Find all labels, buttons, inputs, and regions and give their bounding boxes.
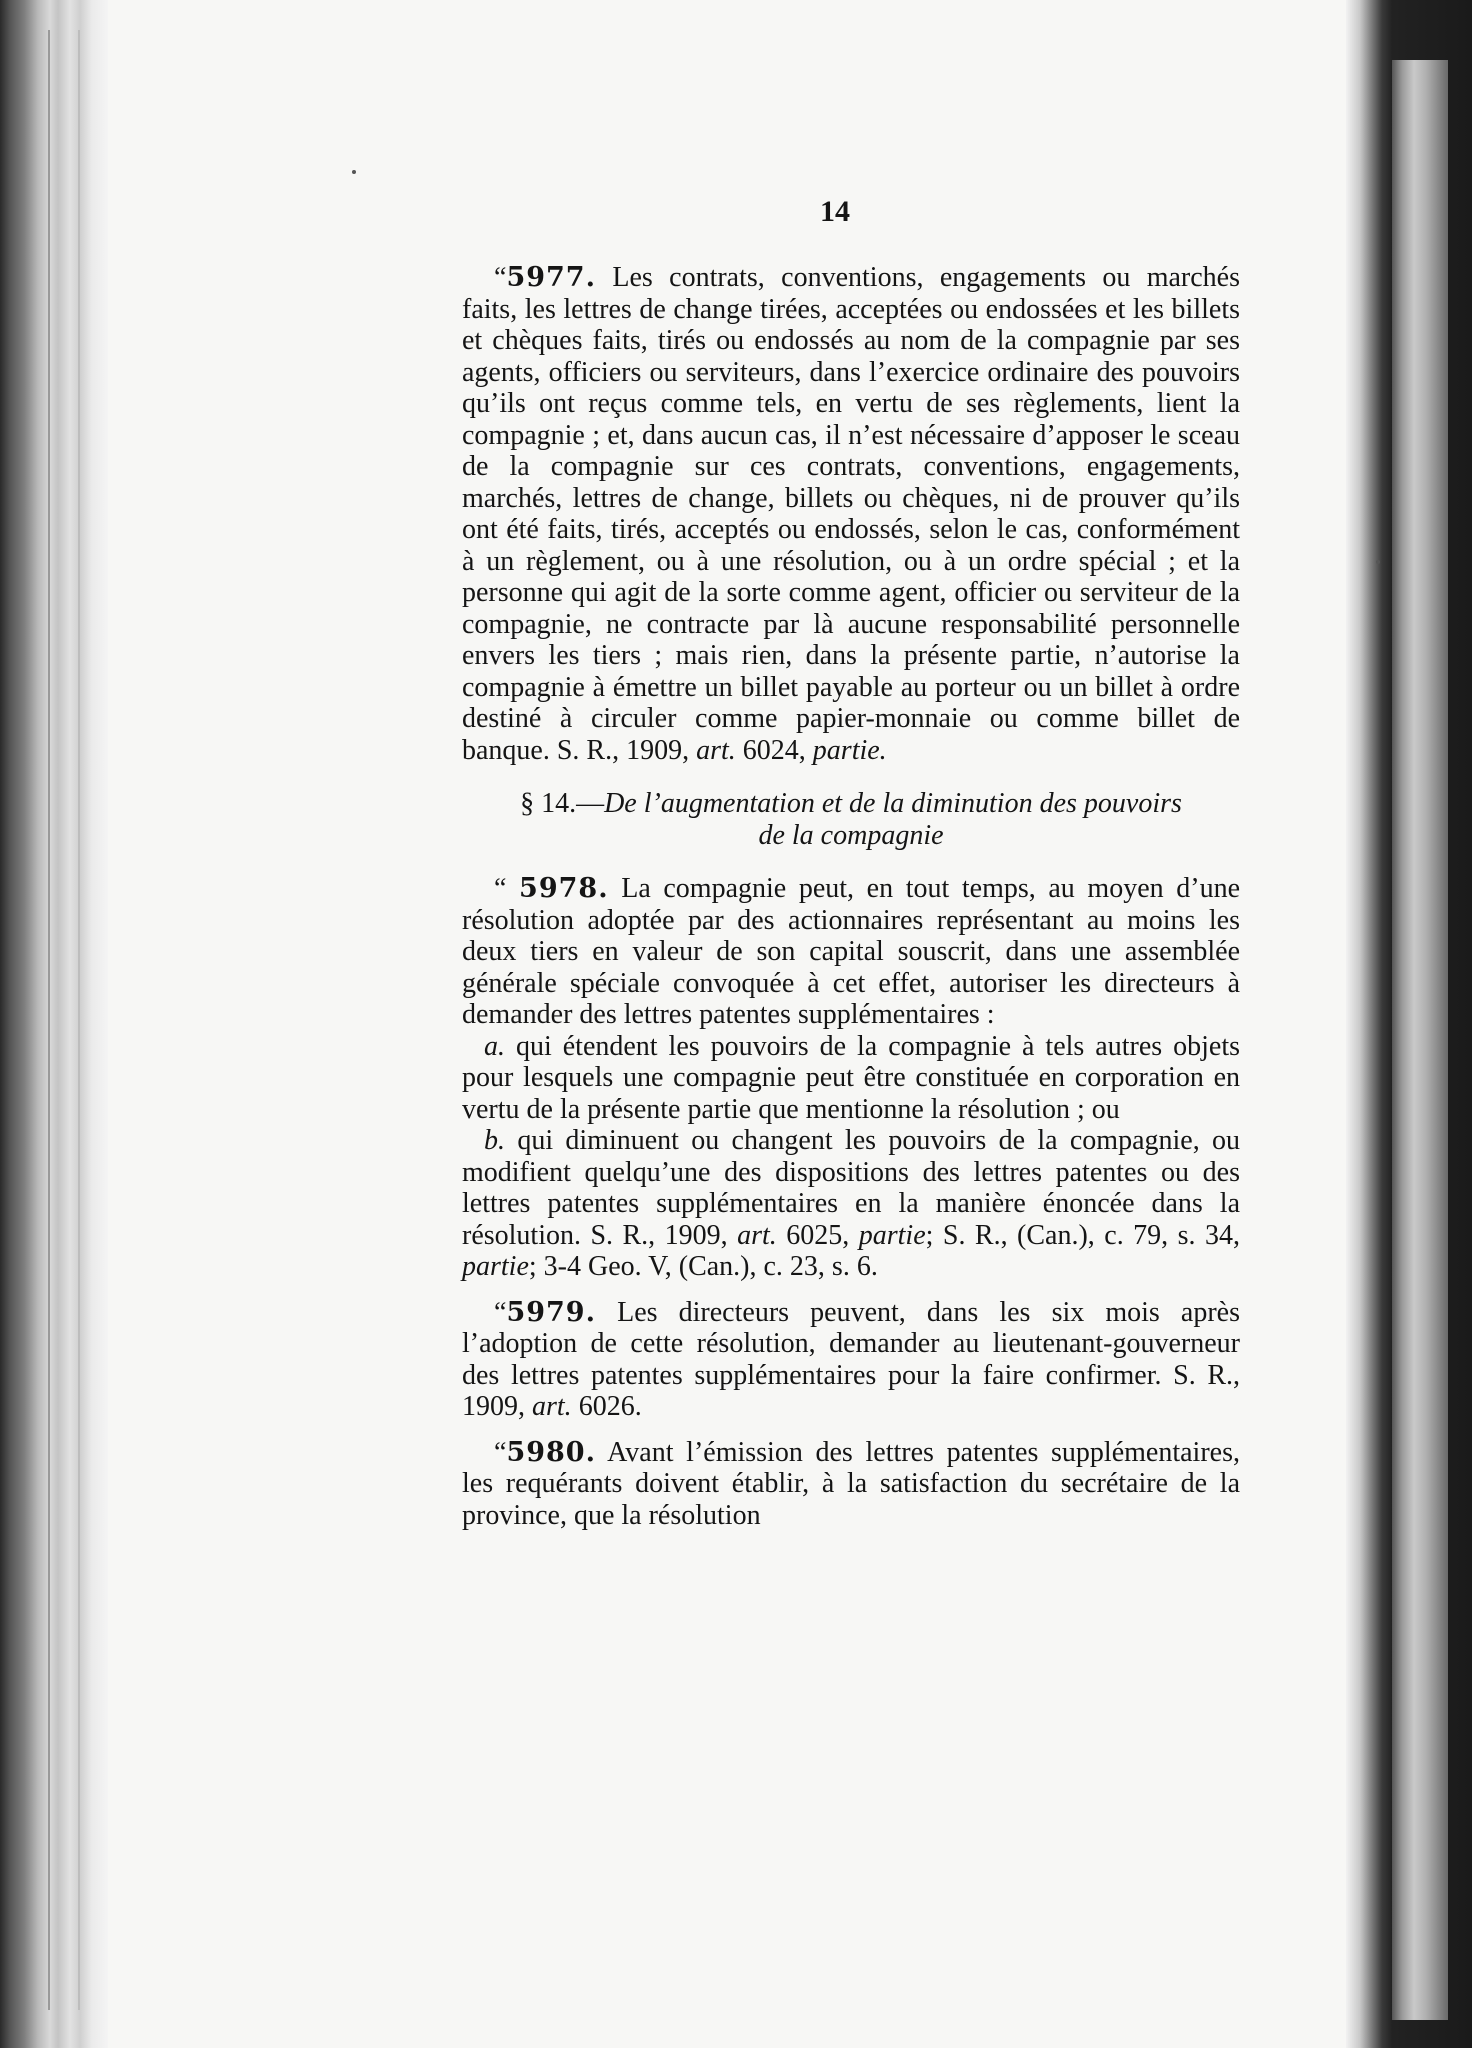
article-text: La compagnie peut, en tout temps, au moyen d’une résolution adoptée par des actionnaires représentant au moins les deux tiers en valeur de son capital souscrit, dans une assemblée générale spéciale convoquée à cet effet, autoriser les directeurs à demander des lettres patentes supplémentaires : — [462, 873, 1240, 1030]
article-5979: “5979. Les directeurs peuvent, dans les six mois après l’adoption de cette résolution, demander au lieutenant-gouverneur des lettres patentes supplémentaires pour la faire confirmer. S. R., 1909, art. 6026. — [462, 1296, 1240, 1422]
article-5978-b — [462, 1125, 1240, 1283]
article-5977: “5977. Les contrats, conventions, engagements ou marchés faits, les lettres de change tirées, acceptées ou endossées et les billets et chèques faits, tirés ou endossés au nom de la compagnie par ses agents, officiers ou serviteurs, dans l’exercice ordinaire des pouvoirs qu’ils ont reçus comme tels, en vertu de ses règlements, lient la compagnie ; et, dans aucun cas, il n’est nécessaire d’apposer le sceau de la compagnie sur ces contrats, conventions, engagements, marchés, lettres de change, billets ou chèques, ni de prouver qu’ils ont été faits, tirés, acceptés ou endossés, selon le cas, conformément à un règlement, ou à une résolution, ou à un ordre spécial ; et la personne qui agit de la sorte comme agent, officier ou serviteur de la compagnie, ne contracte par là aucune responsabilité personnelle envers les tiers ; mais rien, dans la présente partie, n’autorise la compagnie à émettre un billet payable au porteur ou un billet à ordre destiné à circuler comme papier-monnaie ou comme billet de banque. S. R., 1909, art. 6024, partie. — [462, 262, 1241, 766]
citation: ; S. R., (Can.), c. 79, s. 34, — [925, 1219, 1241, 1251]
article-5978: “ 5978. La compagnie peut, en tout temps, au moyen d’une résolution adoptée par des actionnaires représentant au moins les deux tiers en valeur de son capital souscrit, dans une assemblée générale spéciale convoquée à cet effet, autoriser les directeurs à demander des lettres patentes supplémentaires : — [462, 873, 1240, 1030]
section-heading-line1: De l’augmentation et de la diminution des pouvoirs — [604, 788, 1182, 819]
item-text: qui étendent les pouvoirs de la compagnie à tels autres objets pour lesquels une compagnie peut être constituée en corporation en vertu de la présente partie que mentionne la résolution ; ou — [462, 1030, 1241, 1125]
article-5978-a — [462, 1031, 1240, 1126]
article-number: 5977. — [506, 262, 596, 293]
citation: 6026. — [578, 1391, 642, 1422]
article-text: Les directeurs peuvent, dans les six mois après l’adoption de cette résolution, demander au lieutenant-gouverneur des lettres patentes supplémentaires pour la faire confirmer. S. R., 1909, — [462, 1296, 1240, 1422]
page-stack-line — [48, 30, 50, 2010]
citation-italic: partie. — [812, 734, 887, 766]
article-number: 5979. — [506, 1296, 596, 1328]
section-heading-line2: de la compagnie — [758, 819, 944, 851]
page-text — [462, 262, 1240, 1531]
citation: 6024, — [742, 734, 806, 766]
article-5980: “5980. Avant l’émission des lettres patentes supplémentaires, les requérants doivent établir, à la satisfaction du secrétaire de la province, que la résolution — [462, 1436, 1240, 1531]
citation: 6025, — [786, 1219, 850, 1251]
citation-italic: art. — [696, 734, 736, 766]
article-number: 5978. — [519, 873, 609, 904]
book-left-edge — [0, 0, 108, 2048]
citation-italic: art. — [737, 1219, 777, 1251]
item-label: a. — [484, 1030, 505, 1062]
speck — [1376, 560, 1380, 564]
spacer — [462, 1283, 1240, 1297]
section-heading — [462, 788, 1240, 851]
citation: ; 3-4 Geo. V, (Can.), c. 23, s. 6. — [528, 1251, 878, 1282]
page-number: 14 — [820, 195, 850, 228]
next-page-edge — [1392, 60, 1448, 2020]
citation-italic: art. — [532, 1391, 572, 1422]
article-number: 5980. — [506, 1436, 596, 1468]
spacer — [462, 1423, 1240, 1437]
item-text: qui diminuent ou changent les pouvoirs de la compagnie, ou modifient quelqu’une des dispositions des lettres patentes ou des lettres patentes supplémentaires en la manière énoncée dans la résolution. S. R., 1909, — [462, 1125, 1241, 1251]
citation-italic: partie — [462, 1251, 529, 1282]
article-text: Avant l’émission des lettres patentes supplémentaires, les requérants doivent établir, à la satisfaction du secrétaire de la province, que la résolution — [462, 1436, 1240, 1531]
page-stack-line — [78, 30, 80, 2010]
section-heading-prefix: § 14.— — [520, 788, 605, 819]
item-label: b. — [484, 1125, 505, 1156]
citation-italic: partie — [858, 1219, 926, 1251]
speck — [352, 170, 356, 174]
article-text: Les contrats, conventions, engagements ou marchés faits, les lettres de change tirées, acceptées ou endossées et les billets et chèques faits, tirés ou endossés au nom de la compagnie par ses agents, officiers ou serviteurs, dans l’exercice ordinaire des pouvoirs qu’ils ont reçus comme tels, en vertu de ses règlements, lient la compagnie ; et, dans aucun cas, il n’est nécessaire d’apposer le sceau de la compagnie sur ces contrats, conventions, engagements, marchés, lettres de change, billets ou chèques, ni de prouver qu’ils ont été faits, tirés, acceptés ou endossés, selon le cas, conformément à un règlement, ou à une résolution, ou à un ordre spécial ; et la personne qui agit de la sorte comme agent, officier ou serviteur de la compagnie, ne contracte par là aucune responsabilité personnelle envers les tiers ; mais rien, dans la présente partie, n’autorise la compagnie à émettre un billet payable au porteur ou un billet à ordre destiné à circuler comme papier-monnaie ou comme billet de banque. S. R., 1909, — [462, 262, 1241, 766]
